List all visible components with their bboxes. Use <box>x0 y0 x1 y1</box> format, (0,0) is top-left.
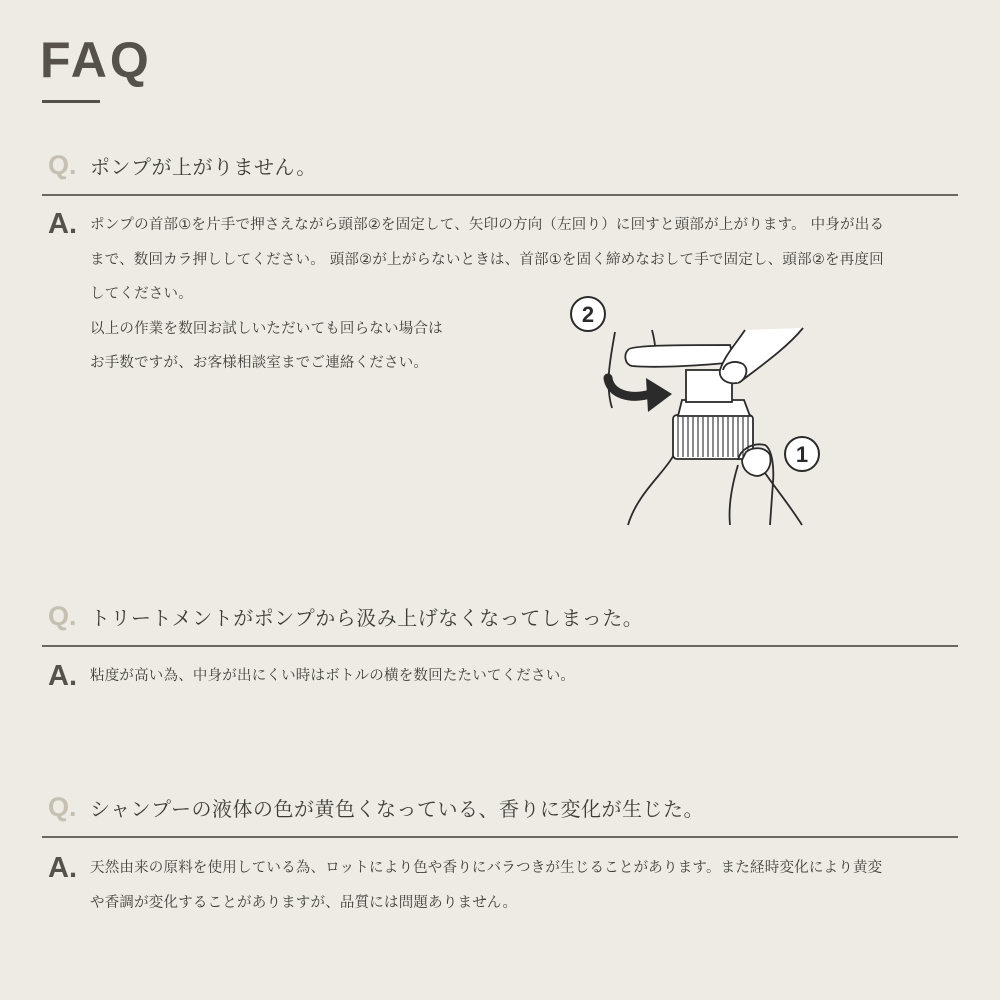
answer-line: 粘度が高い為、中身が出にくい時はボトルの横を数回たたいてください。 <box>90 668 576 684</box>
faq-question-3 <box>48 789 704 825</box>
answer-line: 天然由来の原料を使用している為、ロットにより色や香りにバラつきが生じることがあります。また経時変化により黄変 <box>90 860 883 876</box>
faq-question-2 <box>48 598 643 634</box>
divider <box>42 194 958 196</box>
divider <box>42 836 958 838</box>
question-text: ポンプが上がりません。 <box>90 154 317 179</box>
svg-text:1: 1 <box>795 442 809 467</box>
faq-question-1 <box>48 147 317 183</box>
head-label <box>571 297 605 331</box>
question-text: トリートメントがポンプから汲み上げなくなってしまった。 <box>90 605 644 630</box>
question-marker: Q. <box>48 600 77 631</box>
rotate-arrow-icon <box>608 378 672 412</box>
hand-icon <box>720 328 803 383</box>
divider <box>42 645 958 647</box>
question-marker: Q. <box>48 791 77 822</box>
answer-marker: A. <box>48 852 77 884</box>
page-title: FAQ <box>40 32 152 88</box>
answer-line: 以上の作業を数回お試しいただいても回らない場合は <box>90 320 443 337</box>
answer-marker: A. <box>48 208 77 240</box>
answer-line: してください。 <box>90 286 193 302</box>
answer-line: まで、数回カラ押ししてください。 頭部②が上がらないときは、首部①を固く締めなおして手で固定し、頭部②を再度回 <box>90 251 884 268</box>
faq-answer-2 <box>90 659 960 694</box>
question-text: シャンプーの液体の色が黄色くなっている、香りに変化が生じた。 <box>90 796 704 821</box>
neck-label <box>785 437 819 471</box>
answer-line: お手数ですが、お客様相談室までご連絡ください。 <box>90 355 429 371</box>
svg-text:2: 2 <box>581 302 595 327</box>
title-underline <box>42 100 100 103</box>
answer-line: や香調が変化することがありますが、品質には問題ありません。 <box>90 894 518 911</box>
answer-line: ポンプの首部①を片手で押さえながら頭部②を固定して、矢印の方向（左回り）に回すと頭部が上がります。 中身が出る <box>90 217 885 233</box>
faq-answer-3 <box>90 851 960 920</box>
question-marker: Q. <box>48 149 77 180</box>
answer-marker: A. <box>48 660 77 692</box>
pump-bottle-illustration <box>560 290 830 530</box>
